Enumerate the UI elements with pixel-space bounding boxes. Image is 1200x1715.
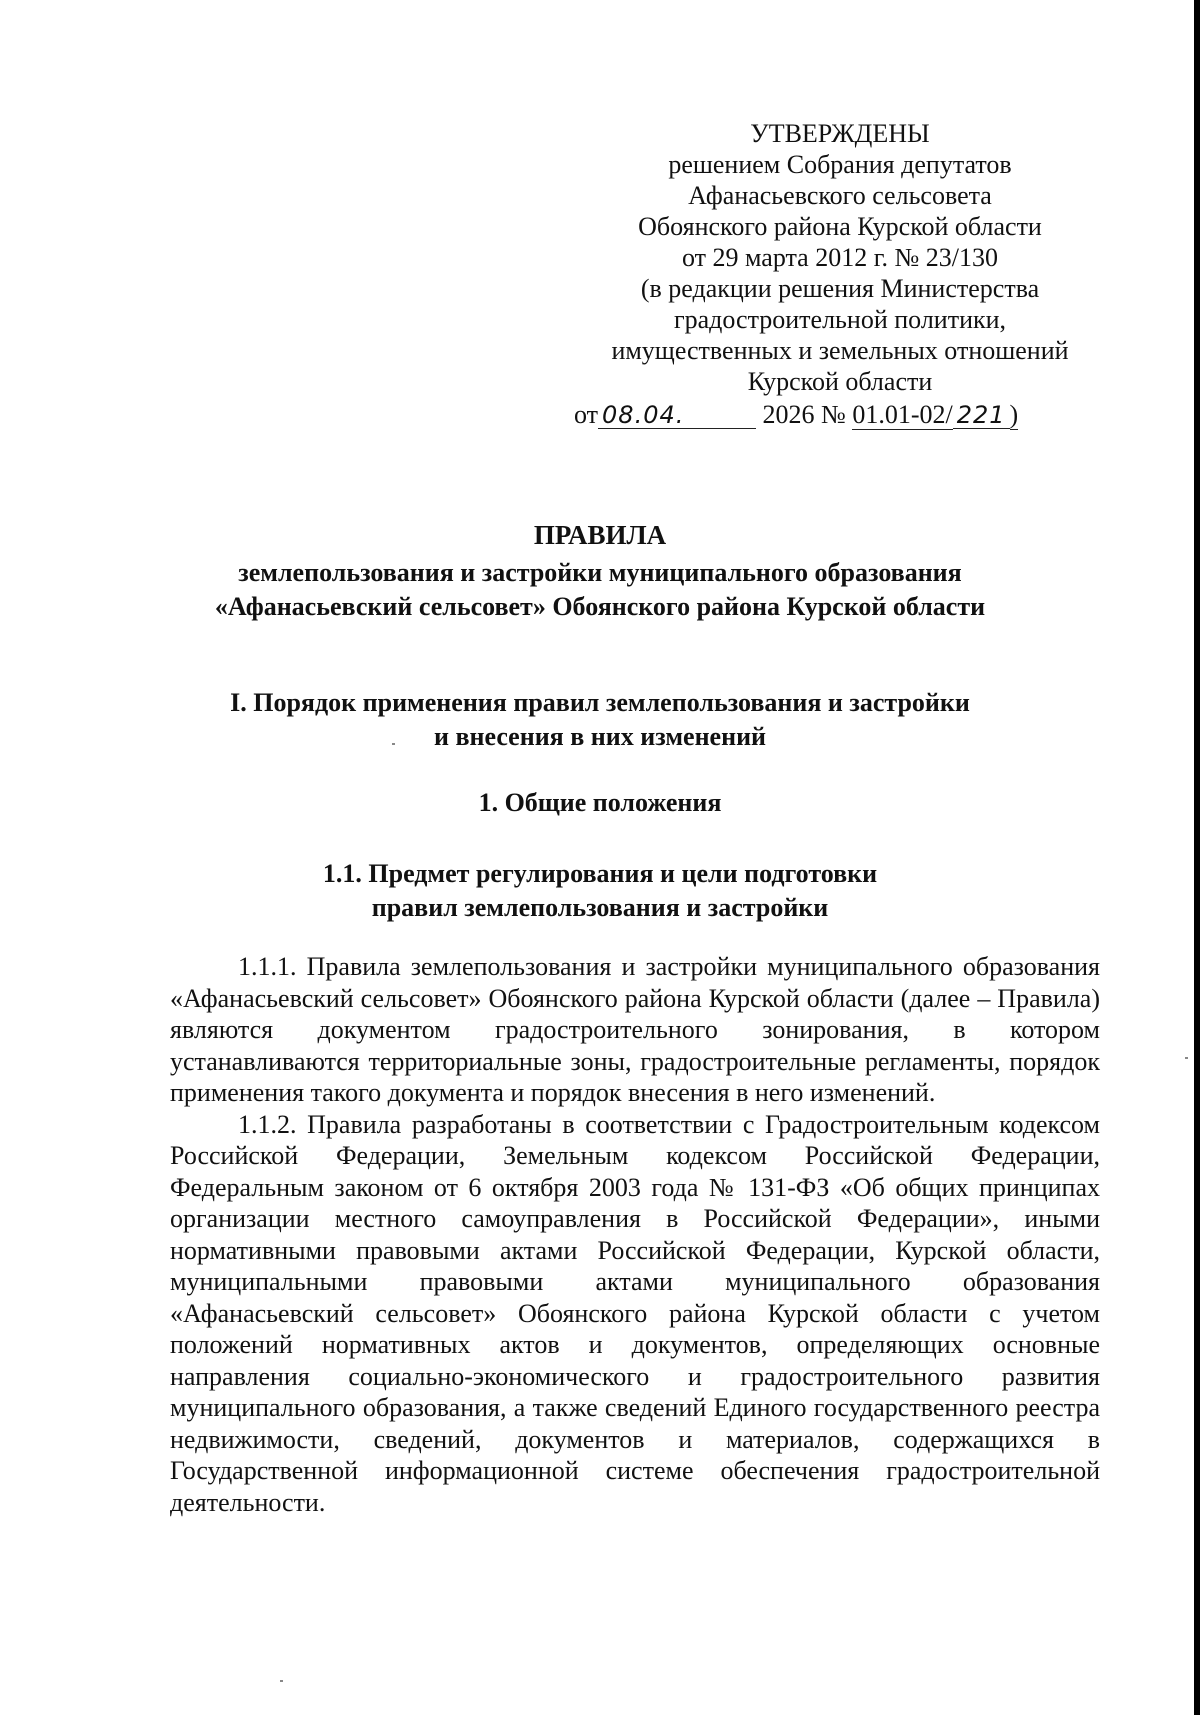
scan-speck [280,1680,283,1682]
closing-paren: ) [1009,400,1019,429]
body-text [170,951,1100,1518]
scan-speck [1185,1057,1188,1059]
document-title [130,518,1070,624]
section-heading-I [130,686,1070,754]
approval-heading: УТВЕРЖДЕНЫ [750,119,930,148]
approval-line: решением Собрания депутатов [668,150,1012,179]
section-heading-line: и внесения в них изменений [433,722,767,751]
section-heading-1-1 [130,857,1070,925]
section-heading-line: правил землепользования и застройки [371,893,829,922]
approval-line: Курской области [747,367,933,396]
year-number-label: 2026 № [762,400,846,429]
approval-date-line [560,399,1120,430]
handwritten-number: 221 [953,402,1010,429]
approval-line: Афанасьевского сельсовета [688,181,992,210]
main-title: ПРАВИЛА [533,520,667,550]
approval-line: Обоянского района Курской области [638,212,1042,241]
decision-number-prefix: 01.01-02/ [852,400,953,429]
scan-speck [392,743,395,745]
title-line: «Афанасьевский сельсовет» Обоянского района Курской области [214,592,986,621]
approval-line: градостроительной политики, [673,305,1007,334]
approval-line: (в редакции решения Министерства [640,274,1040,303]
handwritten-date: 08.04. [598,402,756,429]
section-heading-line: 1.1. Предмет регулирования и цели подготовки [322,859,878,888]
approval-line: имущественных и земельных отношений [611,336,1069,365]
approval-block [560,118,1120,430]
ot-prefix: от [574,400,599,429]
paragraph-1-1-2: 1.1.2. Правила разработаны в соответствии с Градостроительным кодексом Российской Федерации, Земельным кодексом Российской Федерации, Федеральным законом от 6 октября 2003 года № 131-ФЗ «Об общих принципах организации местного самоуправления в Российской Федерации», иными нормативными правовыми актами Российской Федерации, Курской области, муниципальными правовыми актами муниципального образования «Афанасьевский сельсовет» Обоянского района Курской области с учетом положений нормативных актов и документов, определяющих основные направления социально-экономического и градостроительного развития муниципального образования, а также сведений Единого государственного реестра недвижимости, сведений, документов и материалов, содержащихся в Государственной информационной системе обеспечения градостроительной деятельности. [170,1109,1100,1517]
section-heading-1: 1. Общие положения [478,788,722,817]
paragraph-1-1-1: 1.1.1. Правила землепользования и застройки муниципального образования «Афанасьевский сельсовет» Обоянского района Курской области (далее – Правила) являются документом градостроительного зонирования, в котором устанавливаются территориальные зоны, градостроительные регламенты, порядок применения такого документа и порядок внесения в него изменений. [170,952,1100,1107]
approval-line: от 29 марта 2012 г. № 23/130 [682,243,998,272]
section-heading-line: I. Порядок применения правил землепользования и застройки [230,688,970,717]
title-line: землепользования и застройки муниципального образования [238,558,962,587]
scan-edge [1194,0,1200,1715]
